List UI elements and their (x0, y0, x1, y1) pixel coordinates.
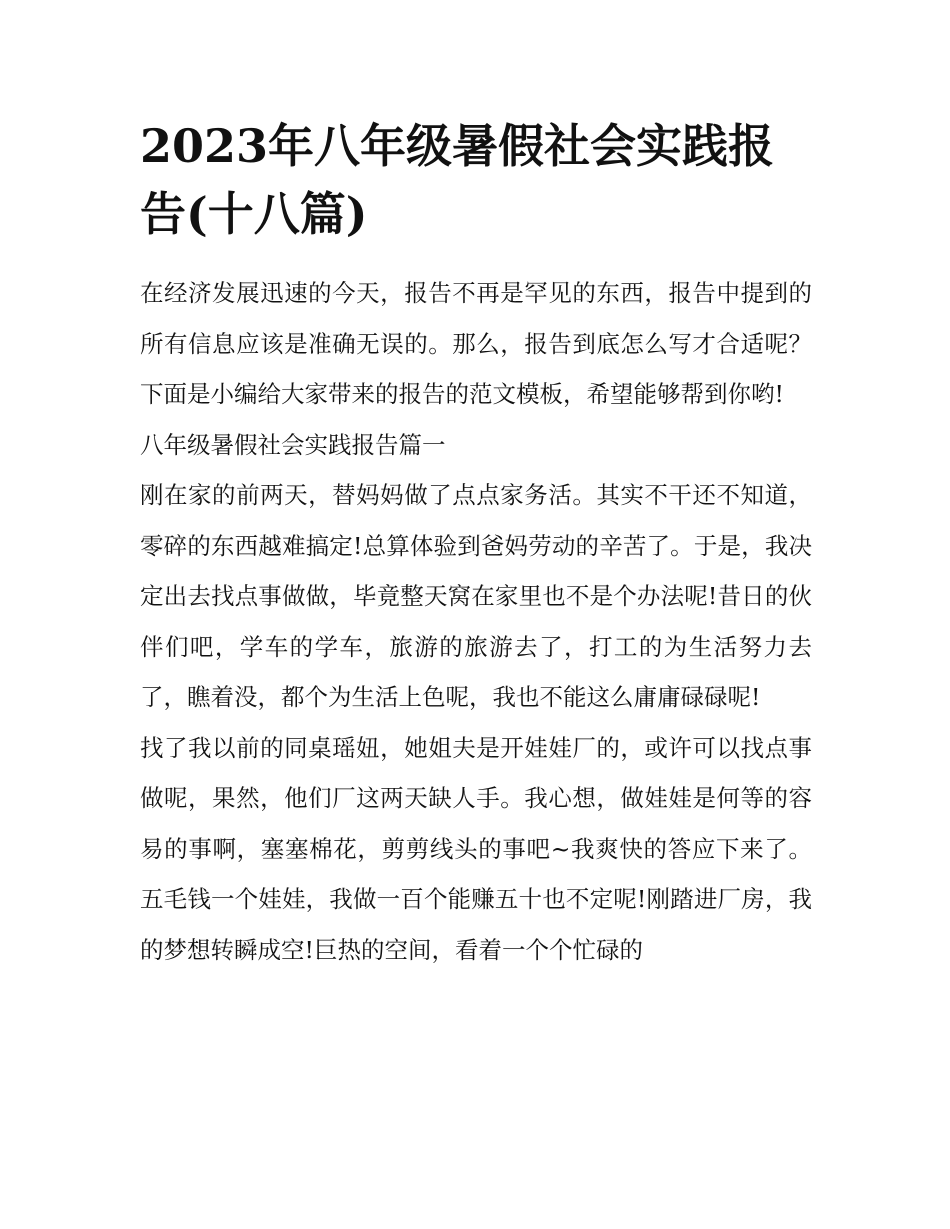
section-heading: 八年级暑假社会实践报告篇一 (140, 430, 446, 459)
intro-paragraph: 在经济发展迅速的今天，报告不再是罕见的东西，报告中提到的所有信息应该是准确无误的。那么，报告到底怎么写才合适呢？下面是小编给大家带来的报告的范文模板，希望能够帮到你哟! (140, 279, 812, 408)
document-title: 2023年八年级暑假社会实践报告(十八篇) (140, 119, 775, 241)
body-paragraph-2: 找了我以前的同桌瑶妞，她姐夫是开娃娃厂的，或许可以找点事做呢，果然，他们厂这两天缺人手。我心想，做娃娃是何等的容易的事啊，塞塞棉花，剪剪线头的事吧~我爽快的答应下来了。五毛钱一个娃娃，我做一百个能赚五十也不定呢!刚踏进厂房，我的梦想转瞬成空!巨热的空间，看着一个个忙碌的 (140, 733, 812, 964)
document-body (140, 112, 812, 975)
body-paragraph-1: 刚在家的前两天，替妈妈做了点点家务活。其实不干还不知道，零碎的东西越难搞定!总算体验到爸妈劳动的辛苦了。于是，我决定出去找点事做做，毕竟整天窝在家里也不是个办法呢!昔日的伙伴们吧，学车的学车，旅游的旅游去了，打工的为生活努力去了，瞧着没，都个为生活上色呢，我也不能这么庸庸碌碌呢! (140, 481, 812, 711)
